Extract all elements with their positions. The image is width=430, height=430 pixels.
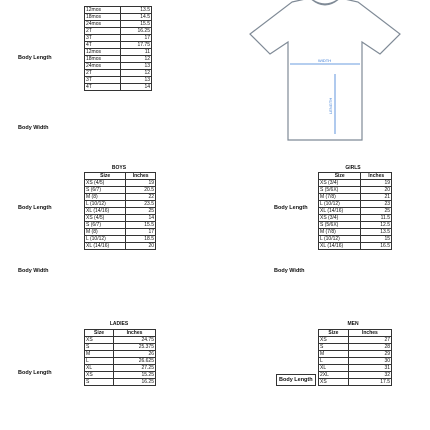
table-row	[85, 351, 156, 358]
table-row	[85, 208, 156, 215]
length-measure-text: LENGTH	[328, 97, 333, 114]
inches-cell: 25	[126, 208, 156, 215]
inches-cell: 11.5	[361, 215, 392, 222]
inches-cell: 29	[348, 351, 391, 358]
inches-cell: 26	[114, 351, 156, 358]
size-cell: XS (4/5)	[85, 215, 126, 222]
size-cell: S	[85, 379, 114, 386]
table-row	[319, 201, 392, 208]
size-cell: 3T	[85, 35, 121, 42]
table-row	[319, 365, 392, 372]
table-row	[319, 229, 392, 236]
inches-cell: 17.75	[120, 42, 151, 49]
table-row	[85, 372, 156, 379]
table-header-row	[319, 330, 392, 337]
column-header-size: Size	[85, 330, 114, 337]
size-cell: 12mos	[85, 49, 121, 56]
boys-size-table	[84, 172, 156, 250]
inches-cell: 25.375	[114, 344, 156, 351]
ladies-size-table	[84, 329, 156, 386]
table-row	[319, 208, 392, 215]
inches-cell: 19	[126, 180, 156, 187]
table-row	[319, 344, 392, 351]
column-header-inches: Inches	[114, 330, 156, 337]
boys-length-label: Body Length	[18, 205, 52, 211]
inches-cell: 13	[120, 77, 151, 84]
table-row	[85, 70, 152, 77]
table-row	[85, 222, 156, 229]
size-cell: M (8)	[85, 194, 126, 201]
size-cell: L	[319, 358, 349, 365]
size-cell: 2T	[85, 28, 121, 35]
toddler-size-table	[84, 6, 152, 91]
men-header	[319, 330, 392, 337]
size-cell: XS (3/4)	[319, 215, 361, 222]
column-header-size: Size	[319, 330, 349, 337]
table-row	[319, 372, 392, 379]
boys-width-label: Body Width	[18, 268, 49, 274]
inches-cell: 15.5	[120, 21, 151, 28]
size-cell: 24mos	[85, 21, 121, 28]
table-header-row	[85, 173, 156, 180]
inches-cell: 16.25	[120, 28, 151, 35]
size-cell: XL	[85, 365, 114, 372]
size-cell: M (7/8)	[319, 229, 361, 236]
inches-cell: 12	[120, 56, 151, 63]
table-row	[85, 84, 152, 91]
size-cell: 2XL	[319, 372, 349, 379]
table-row	[85, 77, 152, 84]
table-row	[85, 187, 156, 194]
size-cell: M	[85, 351, 114, 358]
boys-width-rows	[85, 215, 156, 250]
size-cell: 3T	[85, 77, 121, 84]
table-row	[85, 215, 156, 222]
table-row	[319, 180, 392, 187]
size-cell: XL (14/16)	[85, 208, 126, 215]
inches-cell: 25	[361, 208, 392, 215]
girls-title: GIRLS	[345, 165, 361, 171]
table-row	[85, 229, 156, 236]
size-cell: 12mos	[85, 7, 121, 14]
men-title: MEN	[347, 321, 359, 327]
inches-cell: 18.5	[126, 236, 156, 243]
table-row	[319, 194, 392, 201]
inches-cell: 13	[120, 63, 151, 70]
table-row	[85, 194, 156, 201]
inches-cell: 14	[126, 215, 156, 222]
table-row	[319, 351, 392, 358]
table-row	[85, 63, 152, 70]
table-row	[85, 56, 152, 63]
table-row	[319, 358, 392, 365]
inches-cell: 16.25	[114, 379, 156, 386]
ladies-length-label: Body Length	[18, 370, 52, 376]
tshirt-measure-icon	[240, 0, 410, 144]
table-row	[319, 337, 392, 344]
column-header-inches: Inches	[361, 173, 392, 180]
girls-size-table	[318, 172, 392, 250]
inches-cell: 19	[361, 180, 392, 187]
column-header-inches: Inches	[126, 173, 156, 180]
table-row	[85, 358, 156, 365]
size-cell: XL (14/16)	[319, 243, 361, 250]
table-row	[85, 42, 152, 49]
column-header-inches: Inches	[348, 330, 391, 337]
table-row	[319, 236, 392, 243]
size-cell: XL (14/16)	[319, 208, 361, 215]
size-cell: M (8)	[85, 229, 126, 236]
inches-cell: 20.5	[126, 187, 156, 194]
inches-cell: 16.5	[361, 243, 392, 250]
inches-cell: 15.5	[126, 222, 156, 229]
size-cell: 18mos	[85, 14, 121, 21]
inches-cell: 14.5	[120, 14, 151, 21]
table-header-row	[85, 330, 156, 337]
size-cell: XS	[319, 337, 349, 344]
size-cell: L (10/12)	[85, 236, 126, 243]
table-row	[85, 243, 156, 250]
inches-cell: 21	[361, 194, 392, 201]
size-cell: XS (4/5)	[85, 180, 126, 187]
inches-cell: 27.25	[114, 365, 156, 372]
table-header-row	[319, 173, 392, 180]
size-cell: M (7/8)	[319, 194, 361, 201]
inches-cell: 13.5	[361, 229, 392, 236]
boys-length-rows	[85, 180, 156, 215]
girls-header	[319, 173, 392, 180]
width-measure-text: WIDTH	[318, 58, 332, 63]
toddler-width-label: Body Width	[18, 125, 49, 131]
size-cell: 2T	[85, 70, 121, 77]
ladies-header	[85, 330, 156, 337]
toddler-width-rows	[85, 49, 152, 91]
size-cell: XS	[85, 337, 114, 344]
table-row	[85, 201, 156, 208]
size-cell: M	[319, 351, 349, 358]
inches-cell: 17	[120, 35, 151, 42]
men-length-label: Body Length	[276, 374, 316, 386]
inches-cell: 24.75	[114, 337, 156, 344]
size-cell: S	[85, 344, 114, 351]
table-row	[85, 49, 152, 56]
size-cell: XS (3/4)	[319, 180, 361, 187]
size-cell: 18mos	[85, 56, 121, 63]
size-cell: S (5/6X)	[319, 187, 361, 194]
table-row	[85, 379, 156, 386]
table-row	[85, 180, 156, 187]
inches-cell: 22	[126, 194, 156, 201]
size-cell: XL (14/16)	[85, 243, 126, 250]
inches-cell: 12	[120, 70, 151, 77]
inches-cell: 13.5	[120, 7, 151, 14]
size-cell: L	[85, 358, 114, 365]
table-row	[85, 365, 156, 372]
inches-cell: 17.5	[348, 379, 391, 386]
tshirt-outline	[250, 0, 400, 140]
men-size-table	[318, 329, 392, 386]
inches-cell: 14	[120, 84, 151, 91]
size-cell: L (10/12)	[85, 201, 126, 208]
ladies-length-rows	[85, 337, 156, 372]
column-header-size: Size	[85, 173, 126, 180]
inches-cell: 20	[361, 187, 392, 194]
inches-cell: 15.25	[114, 372, 156, 379]
inches-cell: 23	[361, 201, 392, 208]
inches-cell: 27	[348, 337, 391, 344]
table-row	[85, 337, 156, 344]
ladies-title: LADIES	[109, 321, 129, 327]
size-cell: L (10/12)	[319, 201, 361, 208]
inches-cell: 32	[348, 372, 391, 379]
table-row	[85, 28, 152, 35]
size-cell: S (6/7)	[85, 187, 126, 194]
table-row	[319, 379, 392, 386]
table-row	[85, 7, 152, 14]
table-row	[85, 35, 152, 42]
table-row	[319, 243, 392, 250]
inches-cell: 12.5	[361, 222, 392, 229]
table-row	[85, 14, 152, 21]
inches-cell: 28	[348, 344, 391, 351]
inches-cell: 31	[348, 365, 391, 372]
size-cell: XL	[319, 365, 349, 372]
size-cell: 4T	[85, 84, 121, 91]
toddler-length-rows	[85, 7, 152, 49]
inches-cell: 17	[126, 229, 156, 236]
inches-cell: 11	[120, 49, 151, 56]
table-row	[85, 344, 156, 351]
table-row	[85, 21, 152, 28]
toddler-length-label: Body Length	[18, 55, 52, 61]
inches-cell: 30	[348, 358, 391, 365]
size-cell: XS	[319, 379, 349, 386]
size-cell: L (10/12)	[319, 236, 361, 243]
inches-cell: 15	[361, 236, 392, 243]
size-cell: 24mos	[85, 63, 121, 70]
table-row	[319, 215, 392, 222]
ladies-width-rows	[85, 372, 156, 386]
table-row	[85, 236, 156, 243]
men-length-rows	[319, 337, 392, 379]
girls-width-label: Body Width	[274, 268, 305, 274]
inches-cell: 23.5	[126, 201, 156, 208]
size-cell: S (6/7)	[85, 222, 126, 229]
boys-header	[85, 173, 156, 180]
size-cell: XS	[85, 372, 114, 379]
inches-cell: 26.625	[114, 358, 156, 365]
men-width-rows	[319, 379, 392, 386]
girls-length-label: Body Length	[274, 205, 308, 211]
table-row	[319, 187, 392, 194]
table-row	[319, 222, 392, 229]
girls-length-rows	[319, 180, 392, 215]
girls-width-rows	[319, 215, 392, 250]
boys-title: BOYS	[111, 165, 127, 171]
size-cell: S	[319, 344, 349, 351]
size-cell: S (5/6X)	[319, 222, 361, 229]
inches-cell: 20	[126, 243, 156, 250]
size-cell: 4T	[85, 42, 121, 49]
column-header-size: Size	[319, 173, 361, 180]
